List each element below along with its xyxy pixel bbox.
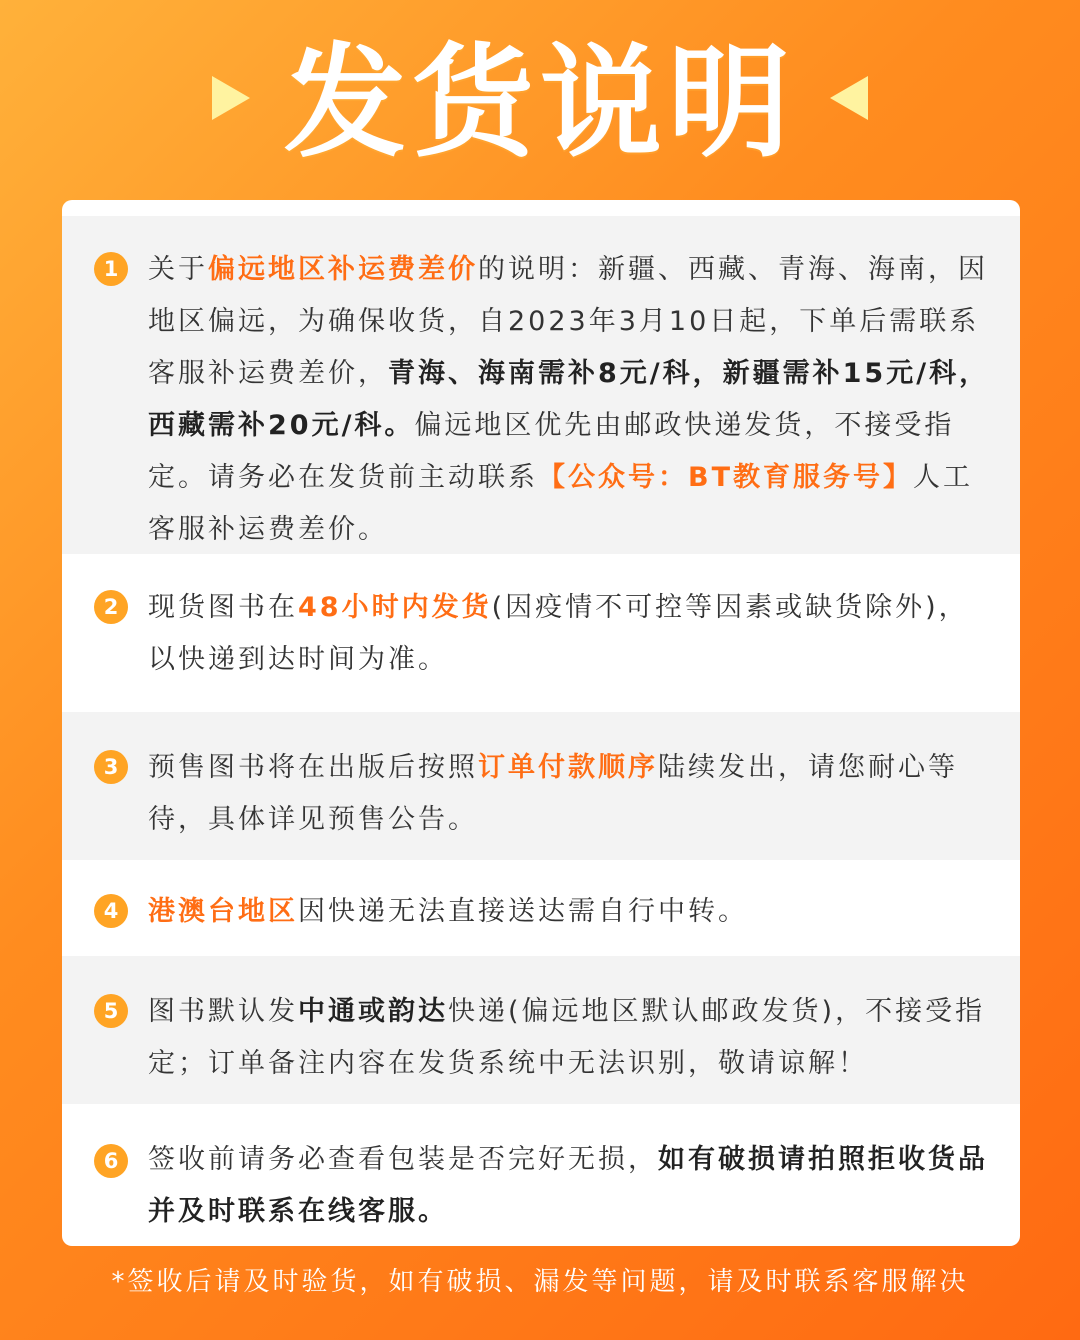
bold-text: 青海、海南需补8元/科，新疆需补15元/科，西藏需补20元/科。 xyxy=(148,358,990,441)
notice-panel xyxy=(62,200,1020,1246)
highlight-text: 偏远地区补运费差价 xyxy=(208,254,478,285)
item-number-badge: 3 xyxy=(94,750,128,784)
item-number-badge: 4 xyxy=(94,894,128,928)
body-text: 人工客服补运费差价。 xyxy=(148,462,973,545)
body-text: 图书默认发 xyxy=(148,996,298,1027)
body-text: 因快递无法直接送达需自行中转。 xyxy=(298,896,748,927)
body-text: 预售图书将在出版后按照 xyxy=(148,752,478,783)
item-number-badge: 5 xyxy=(94,994,128,1028)
item-text xyxy=(148,582,998,686)
header xyxy=(0,0,1080,200)
body-text: (因疫情不可控等因素或缺货除外)，以快递到达时间为准。 xyxy=(148,592,969,675)
notice-item-3 xyxy=(62,712,1020,860)
notice-item-6 xyxy=(62,1104,1020,1246)
notice-item-2 xyxy=(62,554,1020,712)
highlight-text: 【公众号：BT教育服务号】 xyxy=(538,462,913,493)
page-title: 发货说明 xyxy=(284,32,796,174)
right-triangle-icon xyxy=(830,76,868,120)
body-text: 的说明：新疆、西藏、青海、海南，因地区偏远，为确保收货，自2023年3月10日起，下单后需联系客服补运费差价， xyxy=(148,254,988,389)
body-text: 偏远地区优先由邮政快递发货，不接受指定。请务必在发货前主动联系 xyxy=(148,410,955,493)
body-text: 关于 xyxy=(148,254,208,285)
notice-item-1 xyxy=(62,216,1020,554)
item-text xyxy=(148,986,998,1090)
body-text: 现货图书在 xyxy=(148,592,298,623)
body-text: 陆续发出，请您耐心等待，具体详见预售公告。 xyxy=(148,752,958,835)
item-number-badge: 2 xyxy=(94,590,128,624)
highlight-text: 订单付款顺序 xyxy=(478,752,658,783)
body-text: 快递(偏远地区默认邮政发货)，不接受指定；订单备注内容在发货系统中无法识别，敬请谅解！ xyxy=(148,996,986,1079)
item-number-badge: 1 xyxy=(94,252,128,286)
item-text xyxy=(148,1134,998,1238)
highlight-text: 48小时内发货 xyxy=(298,592,492,623)
item-number-badge: 6 xyxy=(94,1144,128,1178)
notice-item-4 xyxy=(62,860,1020,956)
notice-item-5 xyxy=(62,956,1020,1104)
highlight-text: 港澳台地区 xyxy=(148,896,298,927)
bold-text: 如有破损请拍照拒收货品并及时联系在线客服。 xyxy=(148,1144,988,1227)
item-text xyxy=(148,244,998,556)
item-text xyxy=(148,742,998,846)
body-text: 签收前请务必查看包装是否完好无损， xyxy=(148,1144,658,1175)
item-text xyxy=(148,886,998,938)
bold-text: 中通或韵达 xyxy=(298,996,448,1027)
footer-note: *签收后请及时验货，如有破损、漏发等问题，请及时联系客服解决 xyxy=(111,1267,969,1297)
